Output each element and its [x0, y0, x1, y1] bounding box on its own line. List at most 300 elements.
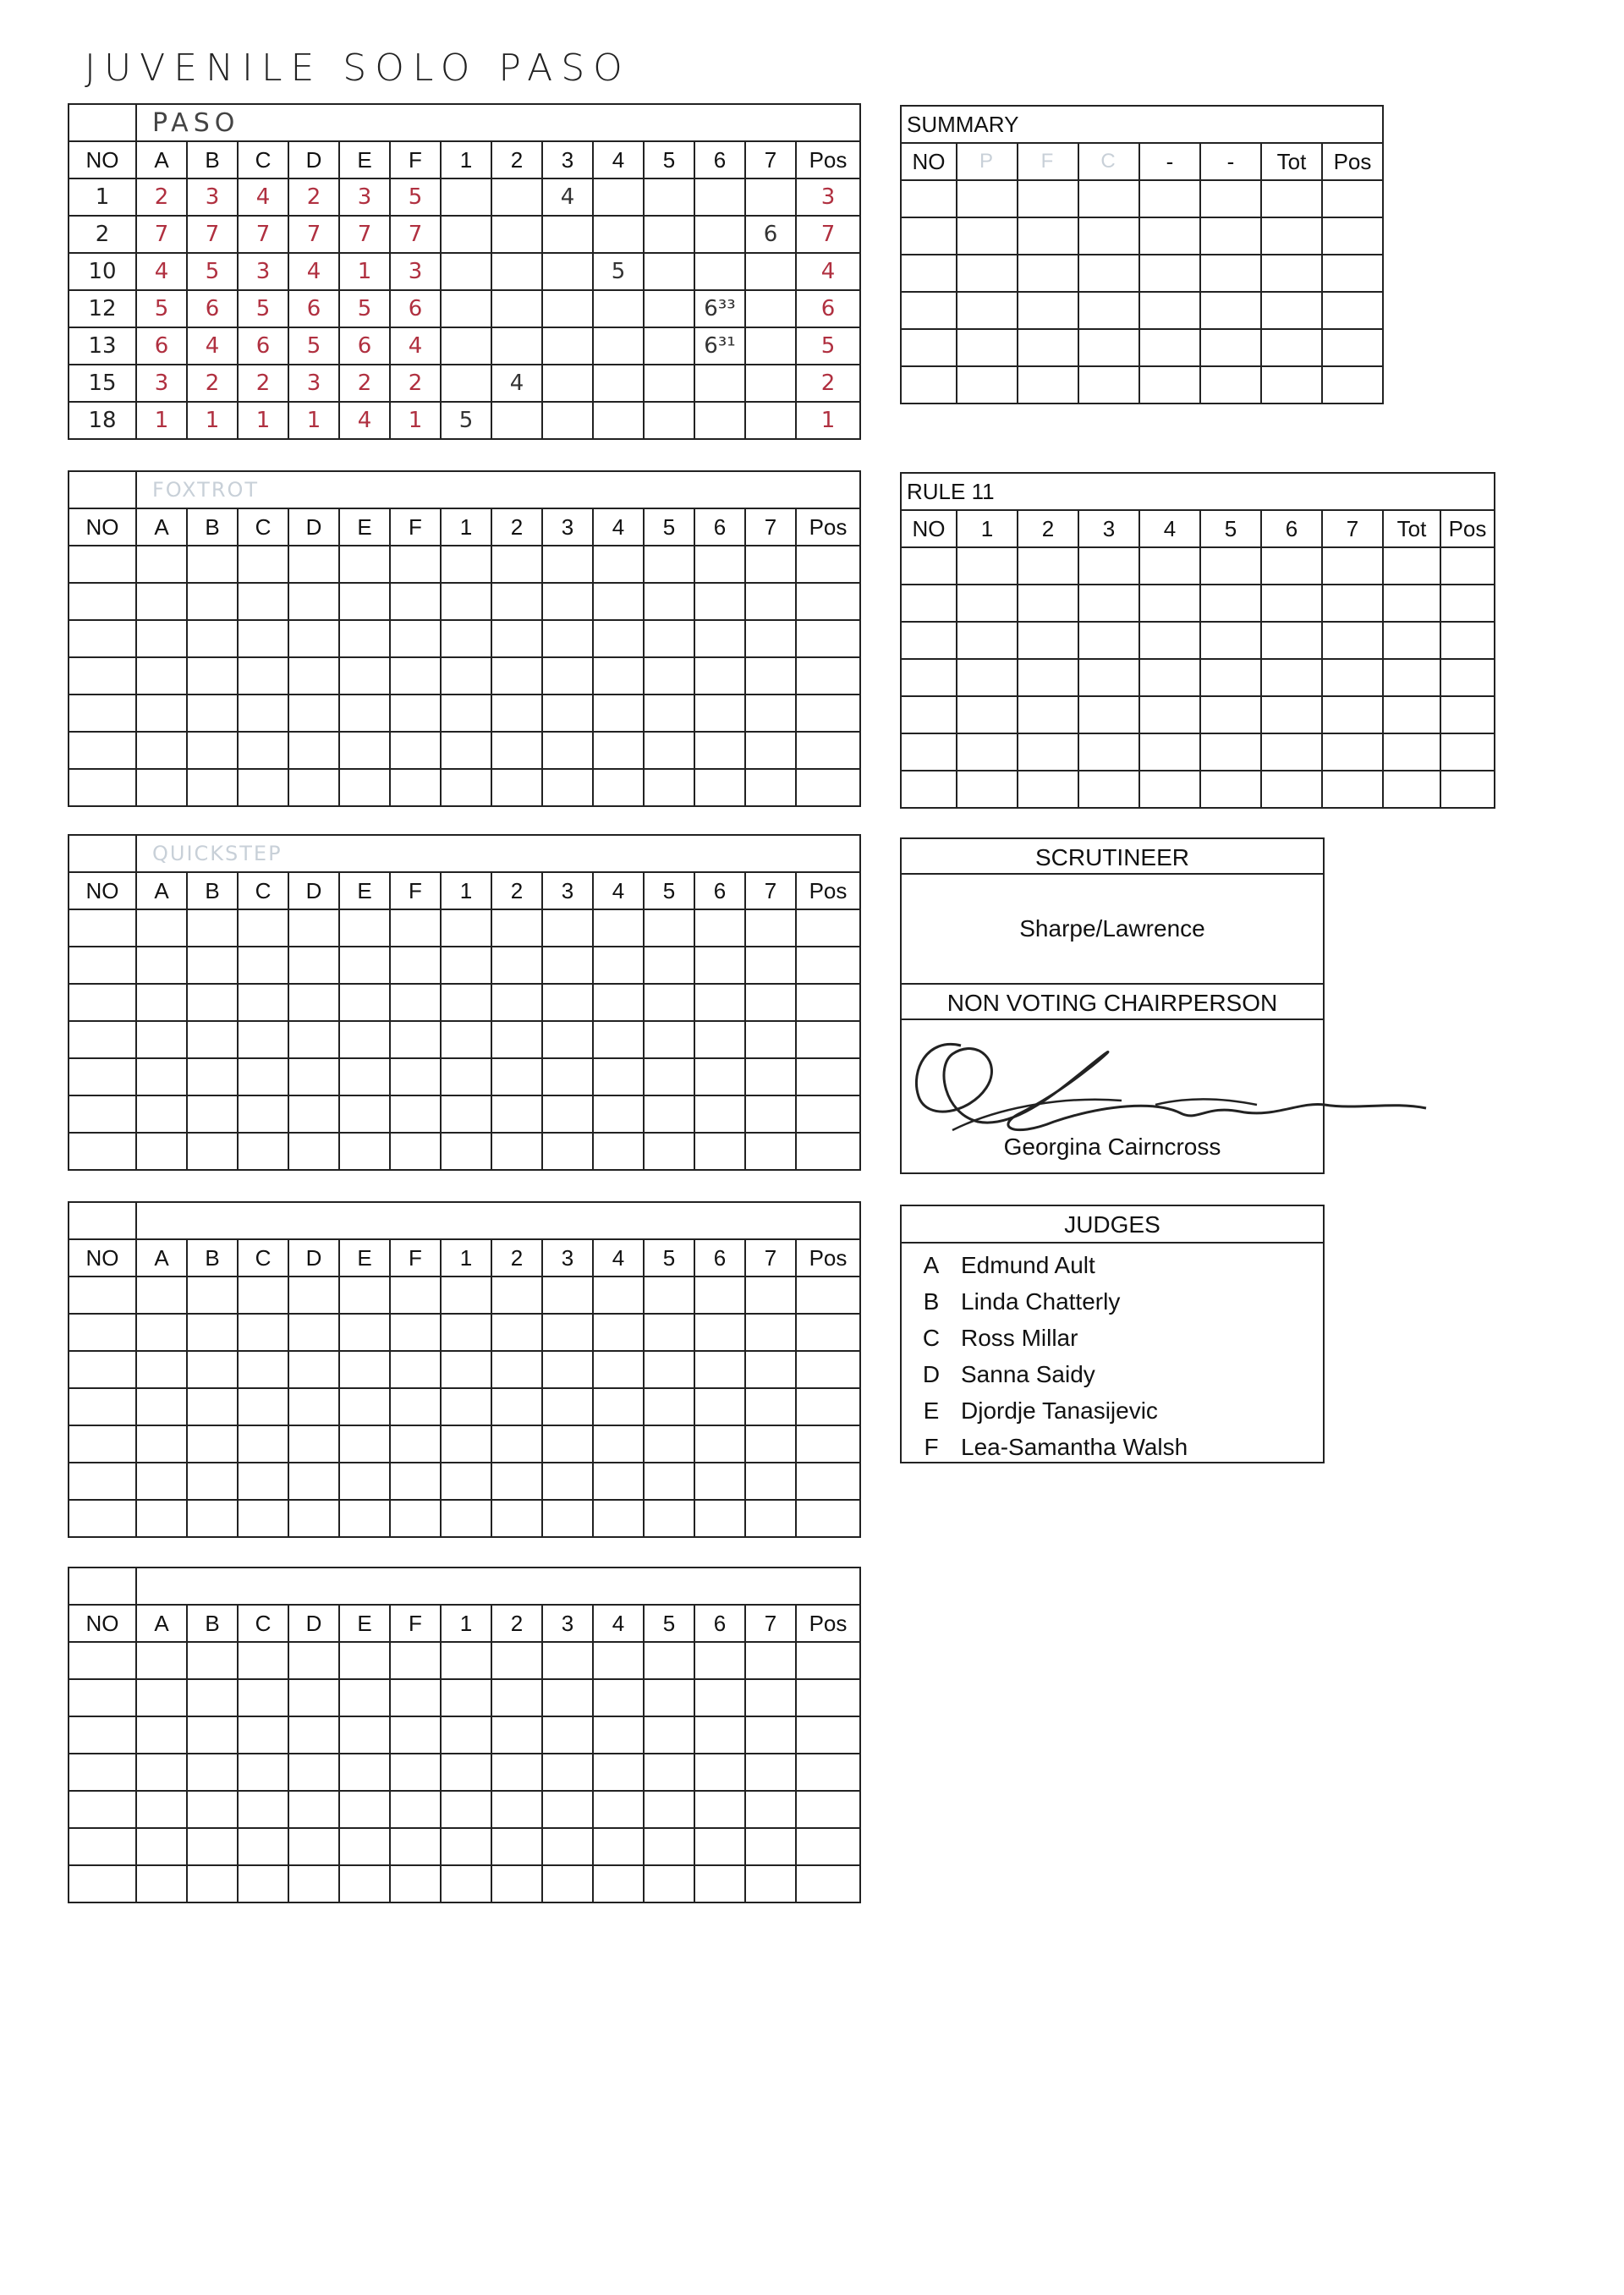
- column-header: C: [238, 1239, 288, 1277]
- empty-cell: [441, 1058, 491, 1095]
- scrutineer-title: SCRUTINEER: [902, 839, 1323, 875]
- judge-mark: 5: [238, 290, 288, 327]
- column-header: E: [339, 1239, 390, 1277]
- empty-cell: [187, 1425, 238, 1463]
- empty-cell: [745, 1388, 796, 1425]
- empty-cell: [136, 1679, 187, 1716]
- summary-column-header: -: [1200, 143, 1261, 180]
- table-row: [69, 327, 860, 365]
- empty-cell: [441, 732, 491, 769]
- empty-cell: [69, 732, 136, 769]
- judge-mark: 3: [288, 365, 339, 402]
- empty-cell: [69, 1754, 136, 1791]
- column-header: 4: [593, 508, 644, 546]
- empty-cell: [136, 1351, 187, 1388]
- empty-cell: [238, 769, 288, 806]
- empty-cell: [491, 984, 542, 1021]
- empty-cell: [390, 1463, 441, 1500]
- empty-cell: [1200, 366, 1261, 404]
- scoring-table-3: [68, 834, 861, 1171]
- dance-header-row: [69, 1202, 860, 1239]
- empty-cell: [644, 1642, 694, 1679]
- empty-cell: [491, 1058, 542, 1095]
- empty-cell: [901, 733, 957, 771]
- table-row: [69, 290, 860, 327]
- empty-cell: [288, 1716, 339, 1754]
- judge-mark: 5: [136, 290, 187, 327]
- empty-cell: [1018, 622, 1078, 659]
- empty-cell: [339, 1865, 390, 1902]
- empty-cell: [288, 732, 339, 769]
- table-row: [69, 216, 860, 253]
- empty-cell: [69, 1791, 136, 1828]
- dance-name-cell: [136, 1202, 860, 1239]
- judge-name: Djordje Tanasijevic: [961, 1397, 1158, 1424]
- empty-cell: [288, 1642, 339, 1679]
- empty-cell: [745, 1791, 796, 1828]
- empty-cell: [1139, 329, 1200, 366]
- empty-cell: [288, 546, 339, 583]
- empty-cell: [1200, 696, 1261, 733]
- summary-column-header: Pos: [1322, 143, 1383, 180]
- empty-cell: [1200, 180, 1261, 217]
- empty-cell: [491, 657, 542, 695]
- empty-cell: [390, 1314, 441, 1351]
- column-header-row: [69, 508, 860, 546]
- empty-cell: [1440, 585, 1495, 622]
- empty-cell: [441, 909, 491, 947]
- place-count: [593, 365, 644, 402]
- judge-name: Edmund Ault: [961, 1252, 1095, 1278]
- chair-signature: [902, 1020, 1323, 1172]
- dance-name-cell: [136, 1568, 860, 1605]
- empty-cell: [441, 1314, 491, 1351]
- empty-cell: [796, 909, 860, 947]
- empty-cell: [1322, 622, 1383, 659]
- empty-cell: [187, 1058, 238, 1095]
- table-row: [69, 1388, 860, 1425]
- judge-mark: 6: [339, 327, 390, 365]
- empty-cell: [238, 695, 288, 732]
- empty-cell: [644, 1058, 694, 1095]
- empty-cell: [745, 1865, 796, 1902]
- empty-cell: [491, 1865, 542, 1902]
- judge-mark: 4: [390, 327, 441, 365]
- empty-cell: [745, 769, 796, 806]
- empty-cell: [901, 696, 957, 733]
- empty-cell: [288, 1388, 339, 1425]
- empty-cell: [339, 1679, 390, 1716]
- empty-cell: [796, 1828, 860, 1865]
- empty-cell: [441, 657, 491, 695]
- empty-cell: [288, 1095, 339, 1133]
- empty-cell: [644, 1095, 694, 1133]
- table-row: [69, 657, 860, 695]
- column-header: E: [339, 1605, 390, 1642]
- place-count: [491, 290, 542, 327]
- place-count: [441, 216, 491, 253]
- summary-column-header: NO: [901, 143, 957, 180]
- place-count: [441, 178, 491, 216]
- empty-cell: [1018, 771, 1078, 808]
- empty-cell: [1139, 292, 1200, 329]
- empty-cell: [694, 1463, 745, 1500]
- empty-cell: [1139, 255, 1200, 292]
- empty-cell: [542, 1021, 593, 1058]
- empty-cell: [694, 1425, 745, 1463]
- empty-cell: [694, 1058, 745, 1095]
- column-header: 3: [542, 141, 593, 178]
- empty-cell: [796, 1021, 860, 1058]
- empty-cell: [339, 769, 390, 806]
- judge-mark: 6: [136, 327, 187, 365]
- empty-cell: [694, 1021, 745, 1058]
- empty-cell: [1322, 255, 1383, 292]
- empty-cell: [1261, 547, 1322, 585]
- empty-cell: [796, 1463, 860, 1500]
- empty-cell: [745, 909, 796, 947]
- empty-cell: [1200, 329, 1261, 366]
- empty-cell: [390, 769, 441, 806]
- empty-cell: [491, 583, 542, 620]
- empty-cell: [593, 1716, 644, 1754]
- judge-mark: 6: [187, 290, 238, 327]
- empty-cell: [1018, 696, 1078, 733]
- empty-cell: [1322, 733, 1383, 771]
- empty-cell: [644, 583, 694, 620]
- table-row: [901, 366, 1383, 404]
- dance-corner-cell: [69, 835, 136, 872]
- empty-cell: [1200, 217, 1261, 255]
- dance-corner-cell: [69, 1568, 136, 1605]
- empty-cell: [901, 255, 957, 292]
- empty-cell: [694, 1791, 745, 1828]
- empty-cell: [745, 695, 796, 732]
- empty-cell: [339, 695, 390, 732]
- column-header: C: [238, 1605, 288, 1642]
- empty-cell: [390, 1500, 441, 1537]
- column-header: 7: [745, 872, 796, 909]
- position-cell: 6: [796, 290, 860, 327]
- empty-cell: [644, 1425, 694, 1463]
- empty-cell: [441, 583, 491, 620]
- empty-cell: [390, 1095, 441, 1133]
- empty-cell: [390, 657, 441, 695]
- empty-cell: [957, 217, 1018, 255]
- place-count: 6: [745, 216, 796, 253]
- competitor-number: 2: [69, 216, 136, 253]
- empty-cell: [288, 1754, 339, 1791]
- empty-cell: [69, 1388, 136, 1425]
- judge-row: [902, 1247, 1323, 1283]
- empty-cell: [339, 657, 390, 695]
- empty-cell: [1018, 180, 1078, 217]
- dance-corner-cell: [69, 1202, 136, 1239]
- empty-cell: [288, 769, 339, 806]
- judge-mark: 7: [339, 216, 390, 253]
- empty-cell: [339, 1388, 390, 1425]
- scoring-table-2: [68, 470, 861, 807]
- empty-cell: [796, 657, 860, 695]
- judge-row: [902, 1392, 1323, 1429]
- empty-cell: [694, 1828, 745, 1865]
- empty-cell: [339, 1642, 390, 1679]
- judge-mark: 2: [339, 365, 390, 402]
- table-row: [901, 659, 1495, 696]
- judge-mark: 7: [288, 216, 339, 253]
- table-row: [901, 255, 1383, 292]
- empty-cell: [390, 1425, 441, 1463]
- empty-cell: [187, 1642, 238, 1679]
- empty-cell: [694, 695, 745, 732]
- empty-cell: [238, 947, 288, 984]
- competitor-number: 13: [69, 327, 136, 365]
- empty-cell: [593, 1351, 644, 1388]
- column-header: Pos: [796, 1605, 860, 1642]
- place-count: [542, 216, 593, 253]
- empty-cell: [491, 1716, 542, 1754]
- empty-cell: [491, 1500, 542, 1537]
- empty-cell: [1322, 366, 1383, 404]
- place-count: 6³³: [694, 290, 745, 327]
- empty-cell: [1383, 771, 1440, 808]
- empty-cell: [593, 1463, 644, 1500]
- empty-cell: [1078, 255, 1139, 292]
- column-header: 5: [644, 872, 694, 909]
- empty-cell: [593, 769, 644, 806]
- empty-cell: [796, 1679, 860, 1716]
- empty-cell: [136, 583, 187, 620]
- table-row: [69, 947, 860, 984]
- empty-cell: [593, 1388, 644, 1425]
- judge-letter: E: [923, 1397, 940, 1424]
- judge-row: [902, 1320, 1323, 1356]
- empty-cell: [441, 1500, 491, 1537]
- empty-cell: [745, 583, 796, 620]
- judge-mark: 4: [288, 253, 339, 290]
- empty-cell: [491, 1388, 542, 1425]
- empty-cell: [1440, 771, 1495, 808]
- column-header: 4: [593, 872, 644, 909]
- table-row: [69, 1314, 860, 1351]
- empty-cell: [390, 620, 441, 657]
- judge-name: Lea-Samantha Walsh: [961, 1434, 1188, 1460]
- empty-cell: [644, 1314, 694, 1351]
- empty-cell: [390, 1058, 441, 1095]
- competitor-number: 15: [69, 365, 136, 402]
- empty-cell: [136, 657, 187, 695]
- column-header-row: [69, 1239, 860, 1277]
- empty-cell: [238, 1133, 288, 1170]
- empty-cell: [136, 1642, 187, 1679]
- empty-cell: [491, 1277, 542, 1314]
- empty-cell: [187, 620, 238, 657]
- column-header: C: [238, 508, 288, 546]
- empty-cell: [390, 546, 441, 583]
- empty-cell: [1322, 547, 1383, 585]
- empty-cell: [288, 1351, 339, 1388]
- sheet-title: JUVENILE SOLO PASO: [85, 47, 631, 90]
- empty-cell: [238, 546, 288, 583]
- scrutineer-name: Sharpe/Lawrence: [902, 875, 1323, 985]
- empty-cell: [491, 1425, 542, 1463]
- empty-cell: [187, 546, 238, 583]
- judge-mark: 2: [390, 365, 441, 402]
- column-header: 6: [694, 872, 745, 909]
- empty-cell: [69, 1351, 136, 1388]
- empty-cell: [441, 1754, 491, 1791]
- table-row: [69, 620, 860, 657]
- empty-cell: [1078, 771, 1139, 808]
- summary-column-header: -: [1139, 143, 1200, 180]
- empty-cell: [542, 695, 593, 732]
- scrutineer-box: [900, 837, 1325, 1174]
- empty-cell: [957, 733, 1018, 771]
- column-header: B: [187, 1239, 238, 1277]
- empty-cell: [1139, 547, 1200, 585]
- empty-cell: [238, 909, 288, 947]
- empty-cell: [69, 657, 136, 695]
- place-count: [644, 365, 694, 402]
- empty-cell: [69, 769, 136, 806]
- rule11-column-header: 1: [957, 510, 1018, 547]
- empty-cell: [796, 1865, 860, 1902]
- table-row: [901, 547, 1495, 585]
- rule11-column-header: NO: [901, 510, 957, 547]
- empty-cell: [1078, 547, 1139, 585]
- column-header: 3: [542, 508, 593, 546]
- position-cell: 1: [796, 402, 860, 439]
- empty-cell: [69, 984, 136, 1021]
- empty-cell: [390, 1021, 441, 1058]
- empty-cell: [644, 1716, 694, 1754]
- empty-cell: [1200, 771, 1261, 808]
- judge-mark: 7: [238, 216, 288, 253]
- empty-cell: [441, 546, 491, 583]
- empty-cell: [644, 1754, 694, 1791]
- column-header: 5: [644, 508, 694, 546]
- empty-cell: [593, 657, 644, 695]
- empty-cell: [1440, 547, 1495, 585]
- column-header: Pos: [796, 872, 860, 909]
- empty-cell: [390, 1716, 441, 1754]
- table-row: [69, 402, 860, 439]
- empty-cell: [69, 546, 136, 583]
- empty-cell: [441, 947, 491, 984]
- empty-cell: [745, 1679, 796, 1716]
- empty-cell: [441, 1388, 491, 1425]
- empty-cell: [288, 657, 339, 695]
- empty-cell: [745, 732, 796, 769]
- column-header: NO: [69, 141, 136, 178]
- empty-cell: [644, 984, 694, 1021]
- empty-cell: [136, 1754, 187, 1791]
- place-count: [644, 253, 694, 290]
- empty-cell: [441, 1277, 491, 1314]
- empty-cell: [542, 1095, 593, 1133]
- empty-cell: [745, 1351, 796, 1388]
- place-count: [694, 178, 745, 216]
- empty-cell: [542, 1716, 593, 1754]
- empty-cell: [1078, 696, 1139, 733]
- empty-cell: [593, 1058, 644, 1095]
- judge-mark: 4: [339, 402, 390, 439]
- table-row: [69, 1095, 860, 1133]
- judge-row: [902, 1356, 1323, 1392]
- dance-header-row: [69, 1568, 860, 1605]
- empty-cell: [745, 620, 796, 657]
- empty-cell: [1139, 622, 1200, 659]
- empty-cell: [288, 1679, 339, 1716]
- empty-cell: [1261, 659, 1322, 696]
- place-count: [593, 216, 644, 253]
- empty-cell: [901, 585, 957, 622]
- place-count: [694, 402, 745, 439]
- column-header: NO: [69, 1239, 136, 1277]
- empty-cell: [694, 1351, 745, 1388]
- empty-cell: [390, 909, 441, 947]
- empty-cell: [187, 1277, 238, 1314]
- column-header: A: [136, 872, 187, 909]
- judge-letter: F: [924, 1434, 939, 1460]
- empty-cell: [593, 1277, 644, 1314]
- empty-cell: [187, 1314, 238, 1351]
- empty-cell: [339, 1754, 390, 1791]
- empty-cell: [694, 909, 745, 947]
- table-row: [69, 1463, 860, 1500]
- empty-cell: [593, 947, 644, 984]
- empty-cell: [491, 695, 542, 732]
- place-count: [644, 327, 694, 365]
- table-row: [69, 909, 860, 947]
- empty-cell: [339, 620, 390, 657]
- dance-name-cell: QUICKSTEP: [136, 835, 860, 872]
- column-header: 2: [491, 1239, 542, 1277]
- empty-cell: [901, 771, 957, 808]
- empty-cell: [694, 1277, 745, 1314]
- judge-mark: 6: [288, 290, 339, 327]
- empty-cell: [796, 947, 860, 984]
- table-row: [69, 365, 860, 402]
- empty-cell: [187, 1095, 238, 1133]
- table-row: [69, 253, 860, 290]
- judges-title: JUDGES: [902, 1206, 1323, 1244]
- summary-column-header: P: [957, 143, 1018, 180]
- empty-cell: [1200, 659, 1261, 696]
- place-count: [441, 290, 491, 327]
- empty-cell: [390, 984, 441, 1021]
- empty-cell: [491, 1133, 542, 1170]
- empty-cell: [542, 732, 593, 769]
- empty-cell: [1322, 329, 1383, 366]
- judge-mark: 4: [238, 178, 288, 216]
- empty-cell: [796, 1095, 860, 1133]
- empty-cell: [1261, 585, 1322, 622]
- empty-cell: [796, 1425, 860, 1463]
- empty-cell: [69, 947, 136, 984]
- empty-cell: [491, 732, 542, 769]
- summary-column-header: Tot: [1261, 143, 1322, 180]
- empty-cell: [339, 1463, 390, 1500]
- empty-cell: [542, 1642, 593, 1679]
- empty-cell: [339, 583, 390, 620]
- place-count: 4: [542, 178, 593, 216]
- place-count: [644, 402, 694, 439]
- empty-cell: [491, 909, 542, 947]
- empty-cell: [69, 1642, 136, 1679]
- judge-mark: 7: [136, 216, 187, 253]
- empty-cell: [694, 546, 745, 583]
